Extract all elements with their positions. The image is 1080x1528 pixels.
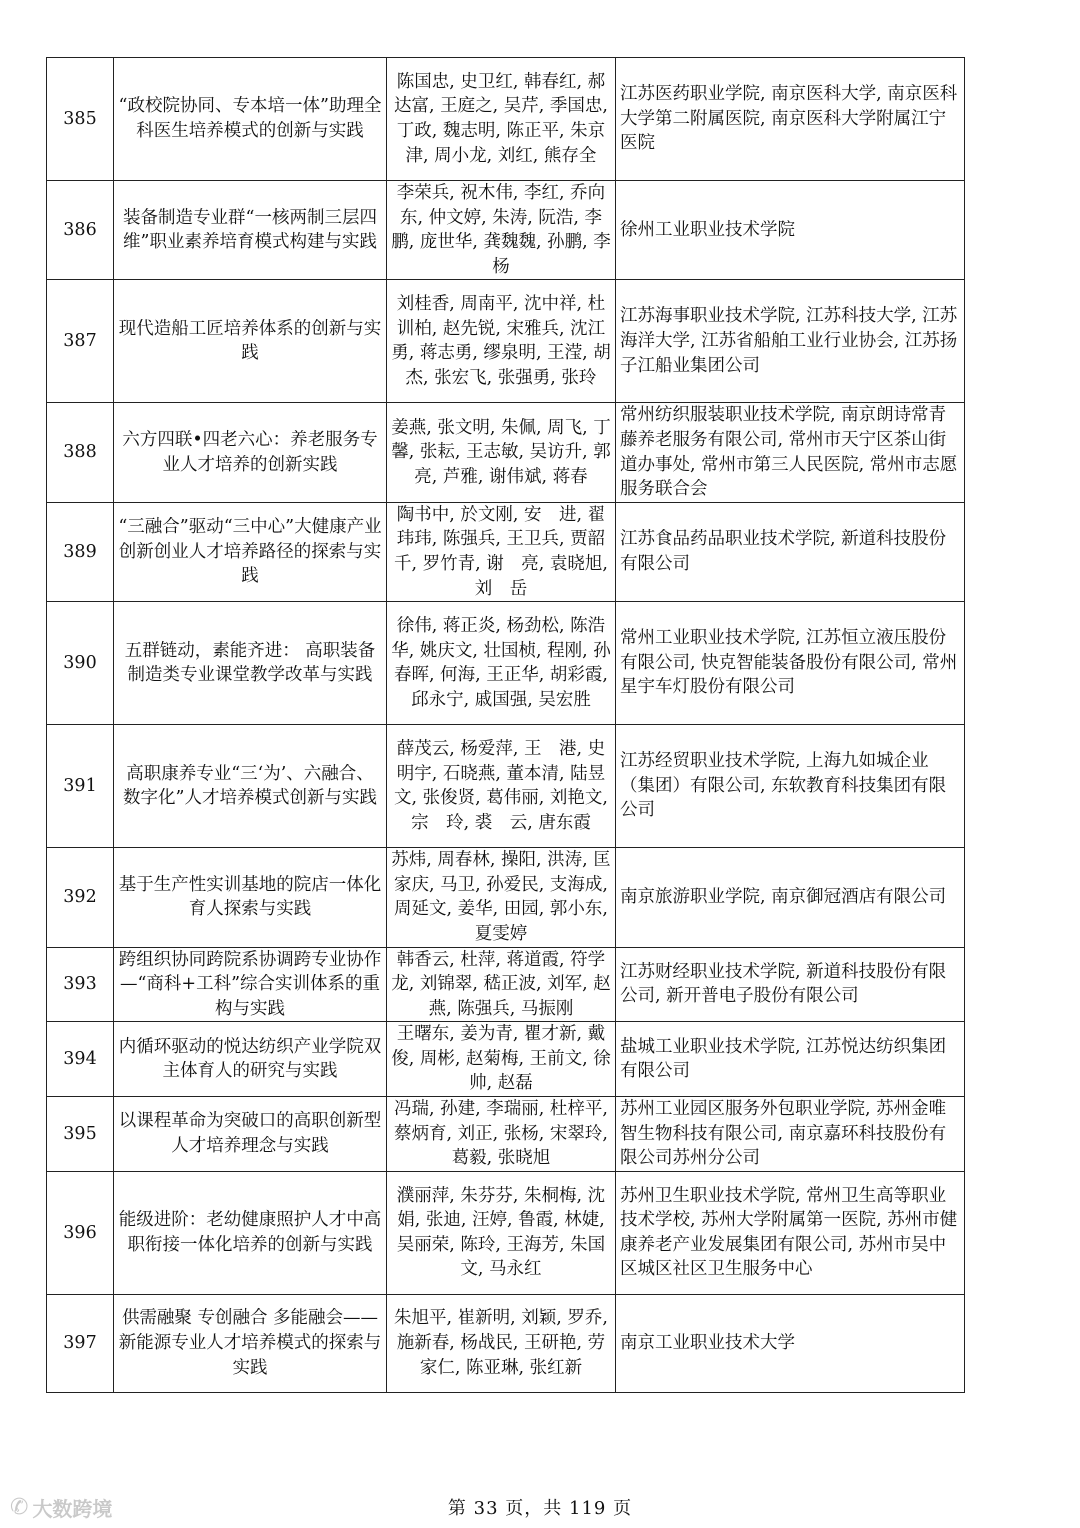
project-title: 高职康养专业“三‘为’、六融合、数字化”人才培养模式创新与实践 [114,725,387,848]
project-title: 基于生产性实训基地的院店一体化育人探索与实践 [114,848,387,947]
team-members: 濮丽萍, 朱芬芬, 朱桐梅, 沈娟, 张迪, 汪婷, 鲁霞, 林婕, 吴丽荣, 陈玲, 王海芳, 朱国文, 马永红 [387,1171,616,1294]
row-number: 392 [47,848,114,947]
table-row [47,403,965,502]
team-members: 李荣兵, 祝木伟, 李红, 乔向东, 仲文婷, 朱涛, 阮浩, 李鹏, 庞世华, 龚魏魏, 孙鹏, 李杨 [387,181,616,280]
organizations: 常州工业职业技术学院, 江苏恒立液压股份有限公司, 快克智能装备股份有限公司, 常州星宇车灯股份有限公司 [616,602,965,725]
project-title: 五群链动，素能齐进： 高职装备制造类专业课堂教学改革与实践 [114,602,387,725]
table-row [47,1171,965,1294]
project-title: 内循环驱动的悦达纺织产业学院双主体育人的研究与实践 [114,1022,387,1097]
row-number: 397 [47,1294,114,1392]
table-row [47,502,965,601]
team-members: 韩香云, 杜萍, 蒋道霞, 符学龙, 刘锦翠, 嵇正波, 刘军, 赵燕, 陈强兵, 马振刚 [387,947,616,1022]
organizations: 江苏财经职业技术学院, 新道科技股份有限公司, 新开普电子股份有限公司 [616,947,965,1022]
row-number: 393 [47,947,114,1022]
row-number: 386 [47,181,114,280]
organizations: 南京工业职业技术大学 [616,1294,965,1392]
organizations: 江苏经贸职业技术学院, 上海九如城企业（集团）有限公司, 东软教育科技集团有限公司 [616,725,965,848]
row-number: 391 [47,725,114,848]
organizations: 江苏医药职业学院, 南京医科大学, 南京医科大学第二附属医院, 南京医科大学附属江宁医院 [616,58,965,181]
team-members: 陈国忠, 史卫红, 韩春红, 郝达富, 王庭之, 吴芹, 季国忠, 丁政, 魏志明, 陈正平, 朱京津, 周小龙, 刘红, 熊存全 [387,58,616,181]
project-title: 装备制造专业群“一核两制三层四维”职业素养培育模式构建与实践 [114,181,387,280]
row-number: 387 [47,280,114,403]
organizations: 南京旅游职业学院, 南京御冠酒店有限公司 [616,848,965,947]
organizations: 常州纺织服装职业技术学院, 南京朗诗常青藤养老服务有限公司, 常州市天宁区茶山街道办事处, 常州市第三人民医院, 常州市志愿服务联合会 [616,403,965,502]
organizations: 江苏海事职业技术学院, 江苏科技大学, 江苏海洋大学, 江苏省船舶工业行业协会, 江苏扬子江船业集团公司 [616,280,965,403]
team-members: 王曙东, 姜为青, 瞿才新, 戴俊, 周彬, 赵菊梅, 王前文, 徐帅, 赵磊 [387,1022,616,1097]
organizations: 徐州工业职业技术学院 [616,181,965,280]
project-title: 以课程革命为突破口的高职创新型人才培养理念与实践 [114,1097,387,1172]
project-title: 供需融聚 专创融合 多能融会——新能源专业人才培养模式的探索与实践 [114,1294,387,1392]
organizations: 江苏食品药品职业技术学院, 新道科技股份有限公司 [616,502,965,601]
page-footer: 第 33 页，共 119 页 [447,1498,633,1519]
team-members: 徐伟, 蒋正炎, 杨劲松, 陈浩华, 姚庆文, 壮国桢, 程刚, 孙春晖, 何海, 王正华, 胡彩霞, 邱永宁, 戚国强, 吴宏胜 [387,602,616,725]
team-members: 朱旭平, 崔新明, 刘颖, 罗乔, 施新春, 杨战民, 王研艳, 劳家仁, 陈亚琳, 张红新 [387,1294,616,1392]
row-number: 395 [47,1097,114,1172]
table-row [47,602,965,725]
organizations: 盐城工业职业技术学院, 江苏悦达纺织集团有限公司 [616,1022,965,1097]
team-members: 苏炜, 周春林, 操阳, 洪涛, 匡家庆, 马卫, 孙爱民, 支海成, 周延文, 姜华, 田园, 郭小东, 夏雯婷 [387,848,616,947]
awards-table [46,57,965,1393]
table-row [47,58,965,181]
organizations: 苏州卫生职业技术学院, 常州卫生高等职业技术学校, 苏州大学附属第一医院, 苏州市健康养老产业发展集团有限公司, 苏州市吴中区城区社区卫生服务中心 [616,1171,965,1294]
row-number: 394 [47,1022,114,1097]
table-body [47,58,965,1393]
row-number: 389 [47,502,114,601]
team-members: 冯瑞, 孙建, 李瑞丽, 杜梓平, 蔡炳育, 刘正, 张杨, 宋翠玲, 葛毅, 张晓旭 [387,1097,616,1172]
table-row [47,1294,965,1392]
table-row [47,848,965,947]
table-row [47,725,965,848]
team-members: 陶书中, 於文刚, 安 进, 翟玮玮, 陈强兵, 王卫兵, 贾韶千, 罗竹青, 谢 亮, 袁晓旭, 刘 岳 [387,502,616,601]
organizations: 苏州工业园区服务外包职业学院, 苏州金唯智生物科技有限公司, 南京嘉环科技股份有限公司苏州分公司 [616,1097,965,1172]
project-title: 现代造船工匠培养体系的创新与实践 [114,280,387,403]
team-members: 薛茂云, 杨爱萍, 王 港, 史明宇, 石晓燕, 董本清, 陆昱文, 张俊贤, 葛伟丽, 刘艳文, 宗 玲, 裘 云, 唐东霞 [387,725,616,848]
project-title: 六方四联•四老六心：养老服务专业人才培养的创新实践 [114,403,387,502]
watermark-text: 大数跨境 [32,1497,113,1521]
table-row [47,280,965,403]
team-members: 姜燕, 张文明, 朱佩, 周飞, 丁馨, 张耘, 王志敏, 吴访升, 郭亮, 芦雅, 谢伟斌, 蒋春 [387,403,616,502]
table-row [47,1022,965,1097]
watermark [10,1493,112,1522]
project-title: 能级进阶：老幼健康照护人才中高职衔接一体化培养的创新与实践 [114,1171,387,1294]
row-number: 396 [47,1171,114,1294]
row-number: 388 [47,403,114,502]
project-title: “政校院协同、专本培一体”助理全科医生培养模式的创新与实践 [114,58,387,181]
table-row [47,181,965,280]
row-number: 385 [47,58,114,181]
table-row [47,1097,965,1172]
row-number: 390 [47,602,114,725]
table-row [47,947,965,1022]
logo-icon: ✆ [10,1495,29,1520]
project-title: “三融合”驱动“三中心”大健康产业创新创业人才培养路径的探索与实践 [114,502,387,601]
project-title: 跨组织协同跨院系协调跨专业协作—“商科+工科”综合实训体系的重构与实践 [114,947,387,1022]
team-members: 刘桂香, 周南平, 沈中祥, 杜训柏, 赵先锐, 宋雅兵, 沈江勇, 蒋志勇, 缪泉明, 王滢, 胡杰, 张宏飞, 张强勇, 张玲 [387,280,616,403]
